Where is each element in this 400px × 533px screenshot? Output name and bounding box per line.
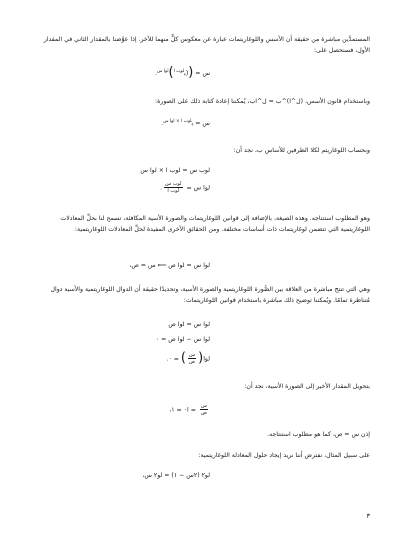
equation-8 — [30, 352, 370, 365]
eq3-text: لوب س = لوب ا × لوا س — [140, 167, 210, 174]
eq4-denominator: لوب ا — [167, 188, 180, 194]
eq4-end: . — [160, 184, 163, 192]
paragraph-symmetry: وهي التي تنتج مباشرة من العلاقة بين الصُّورة اللوغاريتمية والصورة الأسية، وتحديدًا حقيقة أن الدوال اللوغاريتمية والأسية دوال مُتناظرة تمامًا. ويُمكننا توضيح ذلك مباشرة باستخدام قوانين اللوغاريتمات: — [50, 286, 370, 304]
equation-7 — [30, 336, 370, 344]
eq4-fraction — [164, 181, 183, 194]
eq9-denominator: ص — [200, 410, 207, 416]
eq5-text: لوا س = لوا ص ⟸ س = ص، — [129, 262, 210, 269]
eq2-main: س = ب — [191, 120, 210, 128]
equation-6 — [30, 321, 370, 329]
equation-2 — [30, 118, 370, 128]
eq9-fraction — [200, 403, 208, 416]
eq8-paren-open: ( — [198, 350, 204, 366]
eq9-end: = ا٠ = ١، — [169, 406, 196, 414]
eq8-end: = ٠. — [166, 355, 179, 363]
equation-4 — [30, 181, 370, 194]
eq1-paren-close: ) — [168, 65, 174, 81]
eq9-numerator: س — [200, 403, 207, 409]
paragraph-change-of-base: وهو المطلوب استنتاجه. وهذه الصيغة، بالإضافة إلى قوانين اللوغاريتمات والصورة الأسية المكافئة، تسمح لنا بحلِّ المعادلات اللوغاريتمية التي تتضمن لوغاريتمات ذات أساسات مختلفة. ومن الحقائق الأخرى المفيدة لحلِّ المعادلات اللوغاريتمية: — [60, 215, 370, 233]
eq8-denominator: ص — [189, 359, 196, 365]
eq2-sup: لوب ا × لوا س — [163, 119, 192, 124]
eq4-numerator: لوب س — [165, 181, 182, 187]
paragraph-exponent-law: وباستخدام قانون الأسس، (ل^ا)^ب = ل^اب، يُمكننا إعادة كتابة ذلك على الصورة: — [155, 98, 370, 105]
eq1-sup-outer: لوا س — [156, 69, 169, 74]
equation-5 — [30, 262, 370, 270]
eq8-paren-close: ) — [180, 350, 186, 366]
eq1-paren: ( — [188, 65, 194, 81]
eq4-lhs: لوا س = — [184, 184, 210, 192]
eq6-text: لوا س = لوا ص — [168, 321, 210, 328]
eq1-sup-inner: لوب ا — [173, 69, 185, 74]
paragraph-take-log: وبحساب اللوغاريتم لكلا الطرفين للأساس ب، نجد أن: — [233, 147, 370, 154]
eq2-end: . — [161, 120, 164, 128]
paragraph-conclusion: إذن س = ص، كما هو مطلوب استنتاجه. — [267, 431, 370, 438]
paragraph-convert-exponential: بتحويل المقدار الأخير إلى الصورة الأسية، نجد أن: — [244, 383, 370, 390]
eq8-numerator: س — [189, 352, 196, 358]
eq10-text: لو٢ (٢س − ١) = لو٢ س، — [142, 472, 210, 479]
equation-10 — [30, 472, 370, 480]
eq8-log: لوا — [203, 355, 210, 363]
paragraph-intro: المستمدَّين مباشرة من حقيقة أن الأسس واللوغاريتمات عبارة عن معكوس كلٍّ منهما للآخر. إذا عوَّضنا بالمقدار الثاني في المقدار الأول، فسنحصل على: — [43, 36, 370, 54]
paragraph-example: على سبيل المثال، نفترض أننا نريد إيجاد حلول المعادلة اللوغاريتمية: — [198, 452, 370, 459]
eq1-end: . — [154, 70, 157, 78]
eq8-fraction — [188, 352, 196, 365]
equation-9 — [30, 403, 370, 416]
eq1-base: (ب — [184, 70, 189, 78]
equation-1 — [30, 65, 370, 81]
eq7-text: لوا س − لوا ص = ٠ — [155, 336, 210, 343]
eq1-lhs: س = — [193, 70, 210, 78]
page-number: ٣ — [366, 512, 370, 520]
equation-3 — [30, 167, 370, 175]
